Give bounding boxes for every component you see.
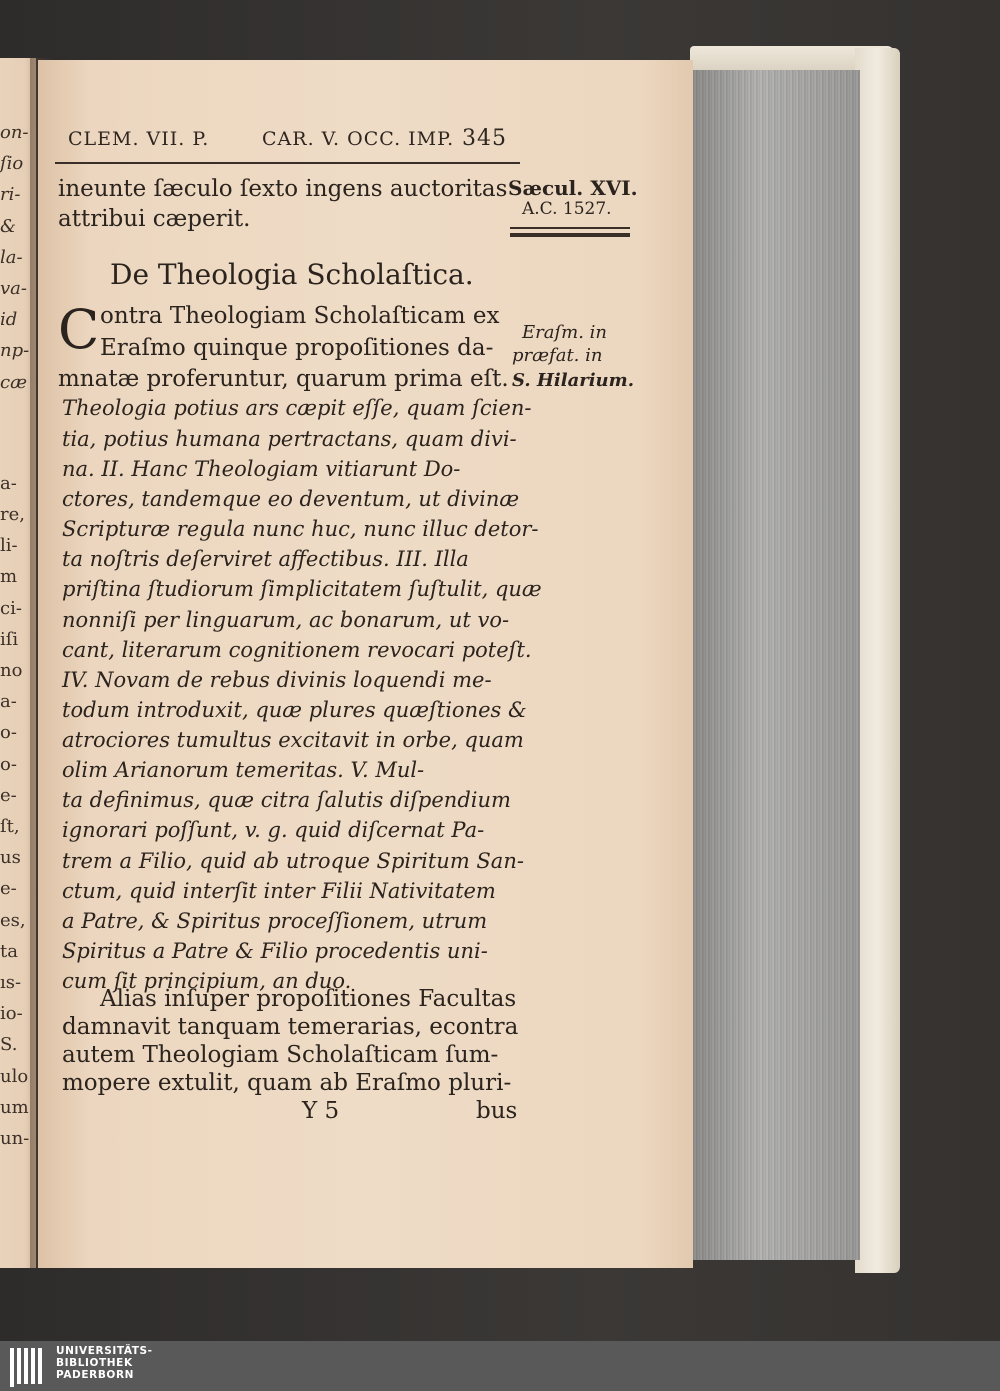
- italic-line: na. II. Hanc Theologiam vitiarunt Do-: [62, 457, 461, 481]
- left-page-fragment: un-: [0, 1128, 30, 1149]
- italic-line: ctum, quid interſit inter Filii Nativitatem: [62, 879, 496, 903]
- left-page-fragment: um: [0, 1096, 29, 1118]
- library-name-line-3: PADERBORN: [56, 1369, 135, 1381]
- italic-line: todum introduxit, quæ plures quæſtiones &: [62, 698, 527, 722]
- margin-citation-3: S. Hilarium.: [512, 370, 634, 391]
- italic-line: Spiritus a Patre & Filio procedentis uni-: [62, 939, 488, 963]
- signature-mark: Y 5: [302, 1098, 340, 1124]
- left-page-fragment: &: [0, 215, 17, 237]
- left-page-fragment: m: [0, 566, 18, 588]
- left-page-fragment: on-: [0, 122, 29, 143]
- left-page-fragment: e-: [0, 878, 17, 900]
- running-header-center: CAR. V. OCC. IMP.: [262, 128, 455, 150]
- library-name-line-1: UNIVERSITÄTS-: [56, 1345, 153, 1357]
- margin-rule-1: [510, 227, 630, 229]
- left-page-fragment: re,: [0, 504, 25, 525]
- left-page-fragment: ulo: [0, 1065, 29, 1087]
- left-page-fragment: ta: [0, 940, 18, 962]
- left-page-fragment: us: [0, 847, 21, 869]
- para1-line-1: ontra Theologiam Scholaſticam ex: [100, 303, 500, 329]
- left-page-fragment: la-: [0, 246, 23, 268]
- header-rule: [55, 162, 520, 164]
- italic-line: priſtina ſtudiorum ſimplicitatem ſuſtulit, quæ: [62, 577, 542, 601]
- left-page-fragment: ci-: [0, 597, 22, 619]
- left-page-fragment: cæ: [0, 371, 27, 393]
- italic-line: nonniſi per linguarum, ac bonarum, ut vo-: [62, 608, 510, 632]
- italic-line: Theologia potius ars cæpit eſſe, quam ſcien-: [62, 396, 532, 420]
- para1-line-2: Eraſmo quinque propoſitiones da-: [100, 335, 494, 361]
- drop-cap: C: [58, 298, 100, 361]
- italic-line: cum ſit principium, an duo.: [62, 969, 352, 993]
- left-page-fragment: id: [0, 309, 18, 331]
- italic-line: IV. Novam de rebus divinis loquendi me-: [62, 668, 492, 692]
- italic-line: olim Arianorum temeritas. V. Mul-: [62, 758, 425, 782]
- left-page-fragment: a-: [0, 691, 17, 713]
- left-page-fragment: e-: [0, 784, 17, 806]
- para2-line-4: mopere extulit, quam ab Eraſmo pluri-: [62, 1070, 512, 1096]
- left-page-fragment: np-: [0, 340, 30, 362]
- italic-line: cant, literarum cognitionem revocari poteſt.: [62, 638, 532, 662]
- para2-line-3: autem Theologiam Scholaſticam ſum-: [62, 1042, 499, 1068]
- margin-citation-2: præfat. in: [512, 345, 603, 366]
- left-page-fragment: ri-: [0, 184, 21, 206]
- page-number: 345: [462, 126, 507, 151]
- italic-line: trem a Filio, quid ab utroque Spiritum San-: [62, 849, 524, 873]
- left-page-fragment: iſi: [0, 628, 19, 650]
- margin-note-saeculum: Sæcul. XVI.: [508, 176, 638, 200]
- italic-line: ta definimus, quæ citra ſalutis diſpendium: [62, 788, 511, 812]
- para2-line-2: damnavit tanquam temerarias, econtra: [62, 1014, 519, 1040]
- left-page-fragment: io-: [0, 1003, 23, 1025]
- page-block-shade: [692, 70, 860, 1260]
- intro-line-2: attribui cæperit.: [58, 206, 251, 232]
- para2-line-1: Alias inſuper propoſitiones Facultas: [100, 986, 517, 1012]
- left-page-fragment: ſio: [0, 153, 24, 175]
- left-page-fragment: ſt,: [0, 816, 20, 837]
- left-page-fragment: o-: [0, 722, 17, 744]
- section-heading: De Theologia Scholaſtica.: [110, 258, 474, 291]
- cover-board: [855, 48, 900, 1273]
- library-name-line-2: BIBLIOTHEK: [56, 1357, 133, 1369]
- catchword: bus: [476, 1098, 518, 1124]
- margin-citation-1: Eraſm. in: [522, 322, 607, 343]
- left-page-fragment: ıs-: [0, 972, 22, 993]
- para1-line-3: mnatæ proferuntur, quarum prima eſt.: [58, 366, 509, 392]
- italic-line: ctores, tandemque eo deventum, ut divinæ: [62, 487, 520, 511]
- margin-rule-2: [510, 233, 630, 237]
- italic-line: a Patre, & Spiritus proceſſionem, utrum: [62, 909, 488, 933]
- italic-line: Scripturæ regula nunc huc, nunc illuc detor-: [62, 517, 539, 541]
- margin-note-anno: A.C. 1527.: [522, 199, 612, 219]
- left-page-fragment: va-: [0, 278, 27, 299]
- left-page-fragment: o-: [0, 753, 17, 775]
- library-logo-icon: [8, 1344, 48, 1388]
- left-page-fragment: a-: [0, 472, 17, 494]
- intro-line-1: ineunte ſæculo ſexto ingens auctoritas: [58, 176, 508, 202]
- italic-line: ta noſtris deſerviret affectibus. III. Illa: [62, 547, 469, 571]
- italic-line: tia, potius humana pertractans, quam divi-: [62, 427, 517, 451]
- left-page-fragment: no: [0, 660, 23, 681]
- left-page-fragment: li-: [0, 535, 18, 557]
- left-page-fragment: S.: [0, 1034, 18, 1056]
- running-header-left: CLEM. VII. P.: [68, 128, 210, 150]
- italic-line: ignorari poſſunt, v. g. quid diſcernat Pa-: [62, 818, 485, 842]
- left-page-fragment: es,: [0, 909, 26, 931]
- italic-line: atrociores tumultus excitavit in orbe, quam: [62, 728, 524, 752]
